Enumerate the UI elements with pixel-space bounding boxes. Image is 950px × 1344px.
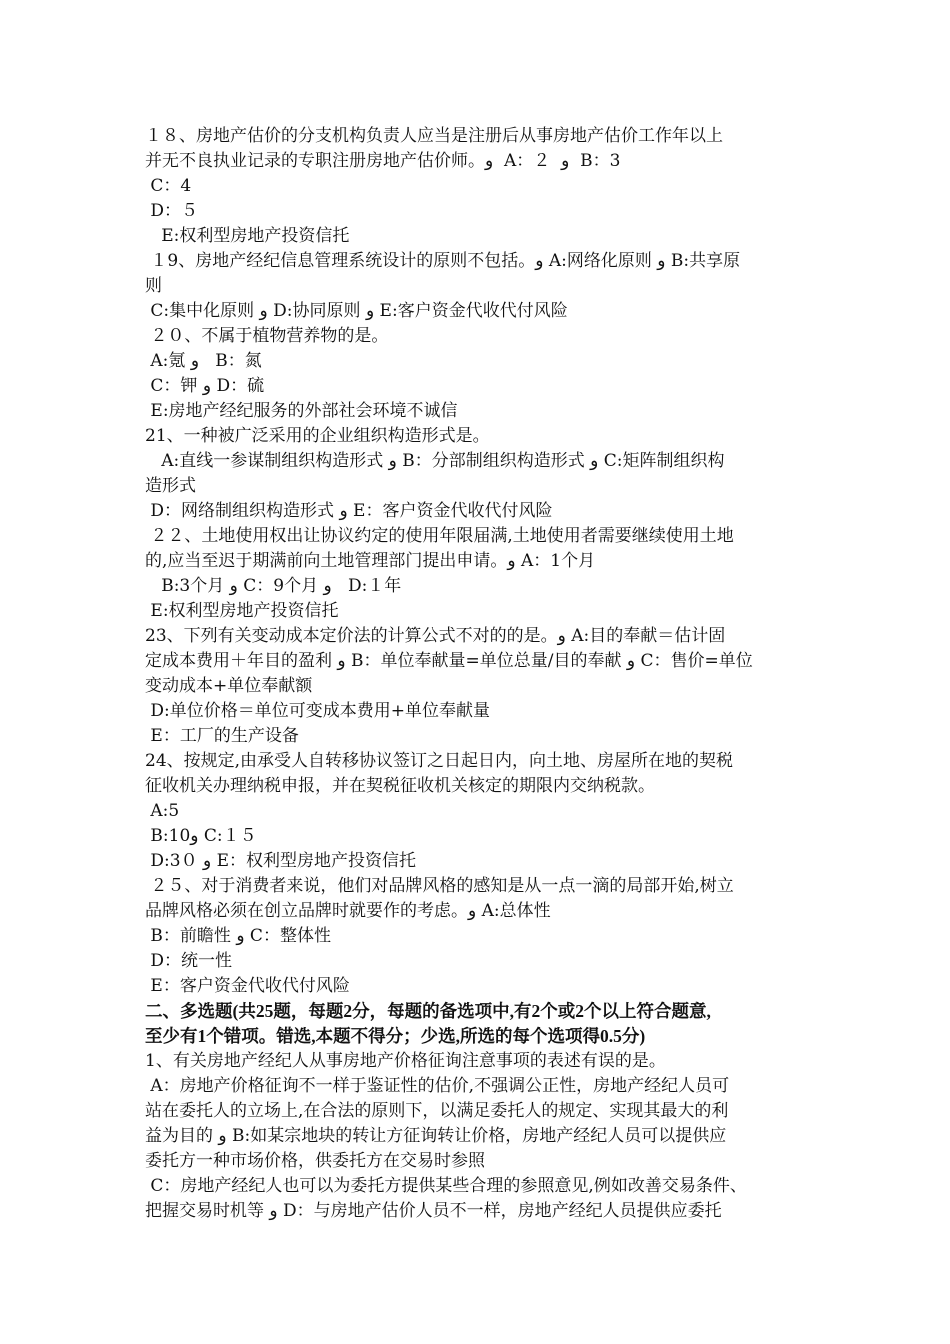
text-line: E:权利型房地产投资信托 <box>145 601 339 621</box>
text-line: 站在委托人的立场上,在合法的原则下，以满足委托人的规定、实现其最大的利 <box>145 1101 729 1121</box>
text-line: 24、按规定,由承受人自转移协议签订之日起日内，向土地、房屋所在地的契税 <box>145 751 734 771</box>
text-line: C：房地产经纪人也可以为委托方提供某些合理的参照意见,例如改善交易条件、 <box>145 1176 747 1196</box>
text-line: 益为目的 و B:如某宗地块的转让方征询转让价格，房地产经纪人员可以提供应 <box>145 1126 727 1146</box>
text-line: 的,应当至迟于期满前向土地管理部门提出申请。و A：1个月 <box>145 551 596 571</box>
text-line: ２２、土地使用权出让协议约定的使用年限届满,土地使用者需要继续使用土地 <box>145 526 734 546</box>
text-line: D：５ <box>145 201 199 221</box>
text-line: B:3个月 و C：9个月 و D:１年 <box>145 576 402 596</box>
text-line: １８、房地产估价的分支机构负责人应当是注册后从事房地产估价工作年以上 <box>145 126 723 146</box>
text-line: B:10و C:１５ <box>145 826 257 846</box>
text-line: 21、一种被广泛采用的企业组织构造形式是。 <box>145 426 490 446</box>
text-line: 变动成本+单位奉献额 <box>145 676 313 696</box>
text-line: 则 <box>145 276 162 296</box>
text-line: 把握交易时机等 و D：与房地产估价人员不一样，房地产经纪人员提供应委托 <box>145 1201 722 1221</box>
text-line: 23、下列有关变动成本定价法的计算公式不对的的是。و A:目的奉献＝估计固 <box>145 626 726 646</box>
text-line: 1、有关房地产经纪人从事房地产价格征询注意事项的表述有误的是。 <box>145 1051 666 1071</box>
text-line: 委托方一种市场价格，供委托方在交易时参照 <box>145 1151 485 1171</box>
text-line: E：工厂的生产设备 <box>145 726 299 746</box>
text-line: D:单位价格＝单位可变成本费用+单位奉献量 <box>145 701 491 721</box>
text-line: D:3０ و E：权利型房地产投资信托 <box>145 851 417 871</box>
text-line: A:5 <box>145 801 180 821</box>
text-line: 定成本费用＋年目的盈利 و B：单位奉献量=单位总量/目的奉献 و C：售价=单位 <box>145 651 753 671</box>
text-line: １9、房地产经纪信息管理系统设计的原则不包括。و A:网络化原则 و B:共享原 <box>145 251 741 271</box>
text-line: A：房地产价格征询不一样于鉴证性的估价,不强调公正性，房地产经纪人员可 <box>145 1076 730 1096</box>
text-line: 品牌风格必须在创立品牌时就要作的考虑。و A:总体性 <box>145 901 551 921</box>
text-line: B：前瞻性 و C：整体性 <box>145 926 331 946</box>
section-heading: 二、多选题(共25题，每题2分，每题的备选项中,有2个或2个以上符合题意, <box>145 1001 711 1021</box>
text-line: ２５、对于消费者来说，他们对品牌风格的感知是从一点一滴的局部开始,树立 <box>145 876 734 896</box>
text-line: D：网络制组织构造形式 و E：客户资金代收代付风险 <box>145 501 553 521</box>
text-line: A:直线一参谋制组织构造形式 و B：分部制组织构造形式 و C:矩阵制组织构 <box>145 451 725 471</box>
text-line: E:权利型房地产投资信托 <box>145 226 350 246</box>
text-line: ２０、不属于植物营养物的是。 <box>145 326 389 346</box>
text-line: 并无不良执业记录的专职注册房地产估价师。و A：２ و B：3 <box>145 151 621 171</box>
text-line: 征收机关办理纳税申报，并在契税征收机关核定的期限内交纳税款。 <box>145 776 655 796</box>
text-line: E：客户资金代收代付风险 <box>145 976 350 996</box>
text-line: C:集中化原则 و D:协同原则 و E:客户资金代收代付风险 <box>145 301 568 321</box>
text-line: A:氪 و B：氮 <box>145 351 262 371</box>
document-body <box>145 124 825 1224</box>
text-line: C：4 <box>145 176 192 196</box>
text-line: D：统一性 <box>145 951 233 971</box>
text-line: 造形式 <box>145 476 196 496</box>
text-line: C：钾 و D：硫 <box>145 376 265 396</box>
section-heading: 至少有1个错项。错选,本题不得分；少选,所选的每个选项得0.5分) <box>145 1026 646 1046</box>
text-line: E:房地产经纪服务的外部社会环境不诚信 <box>145 401 458 421</box>
